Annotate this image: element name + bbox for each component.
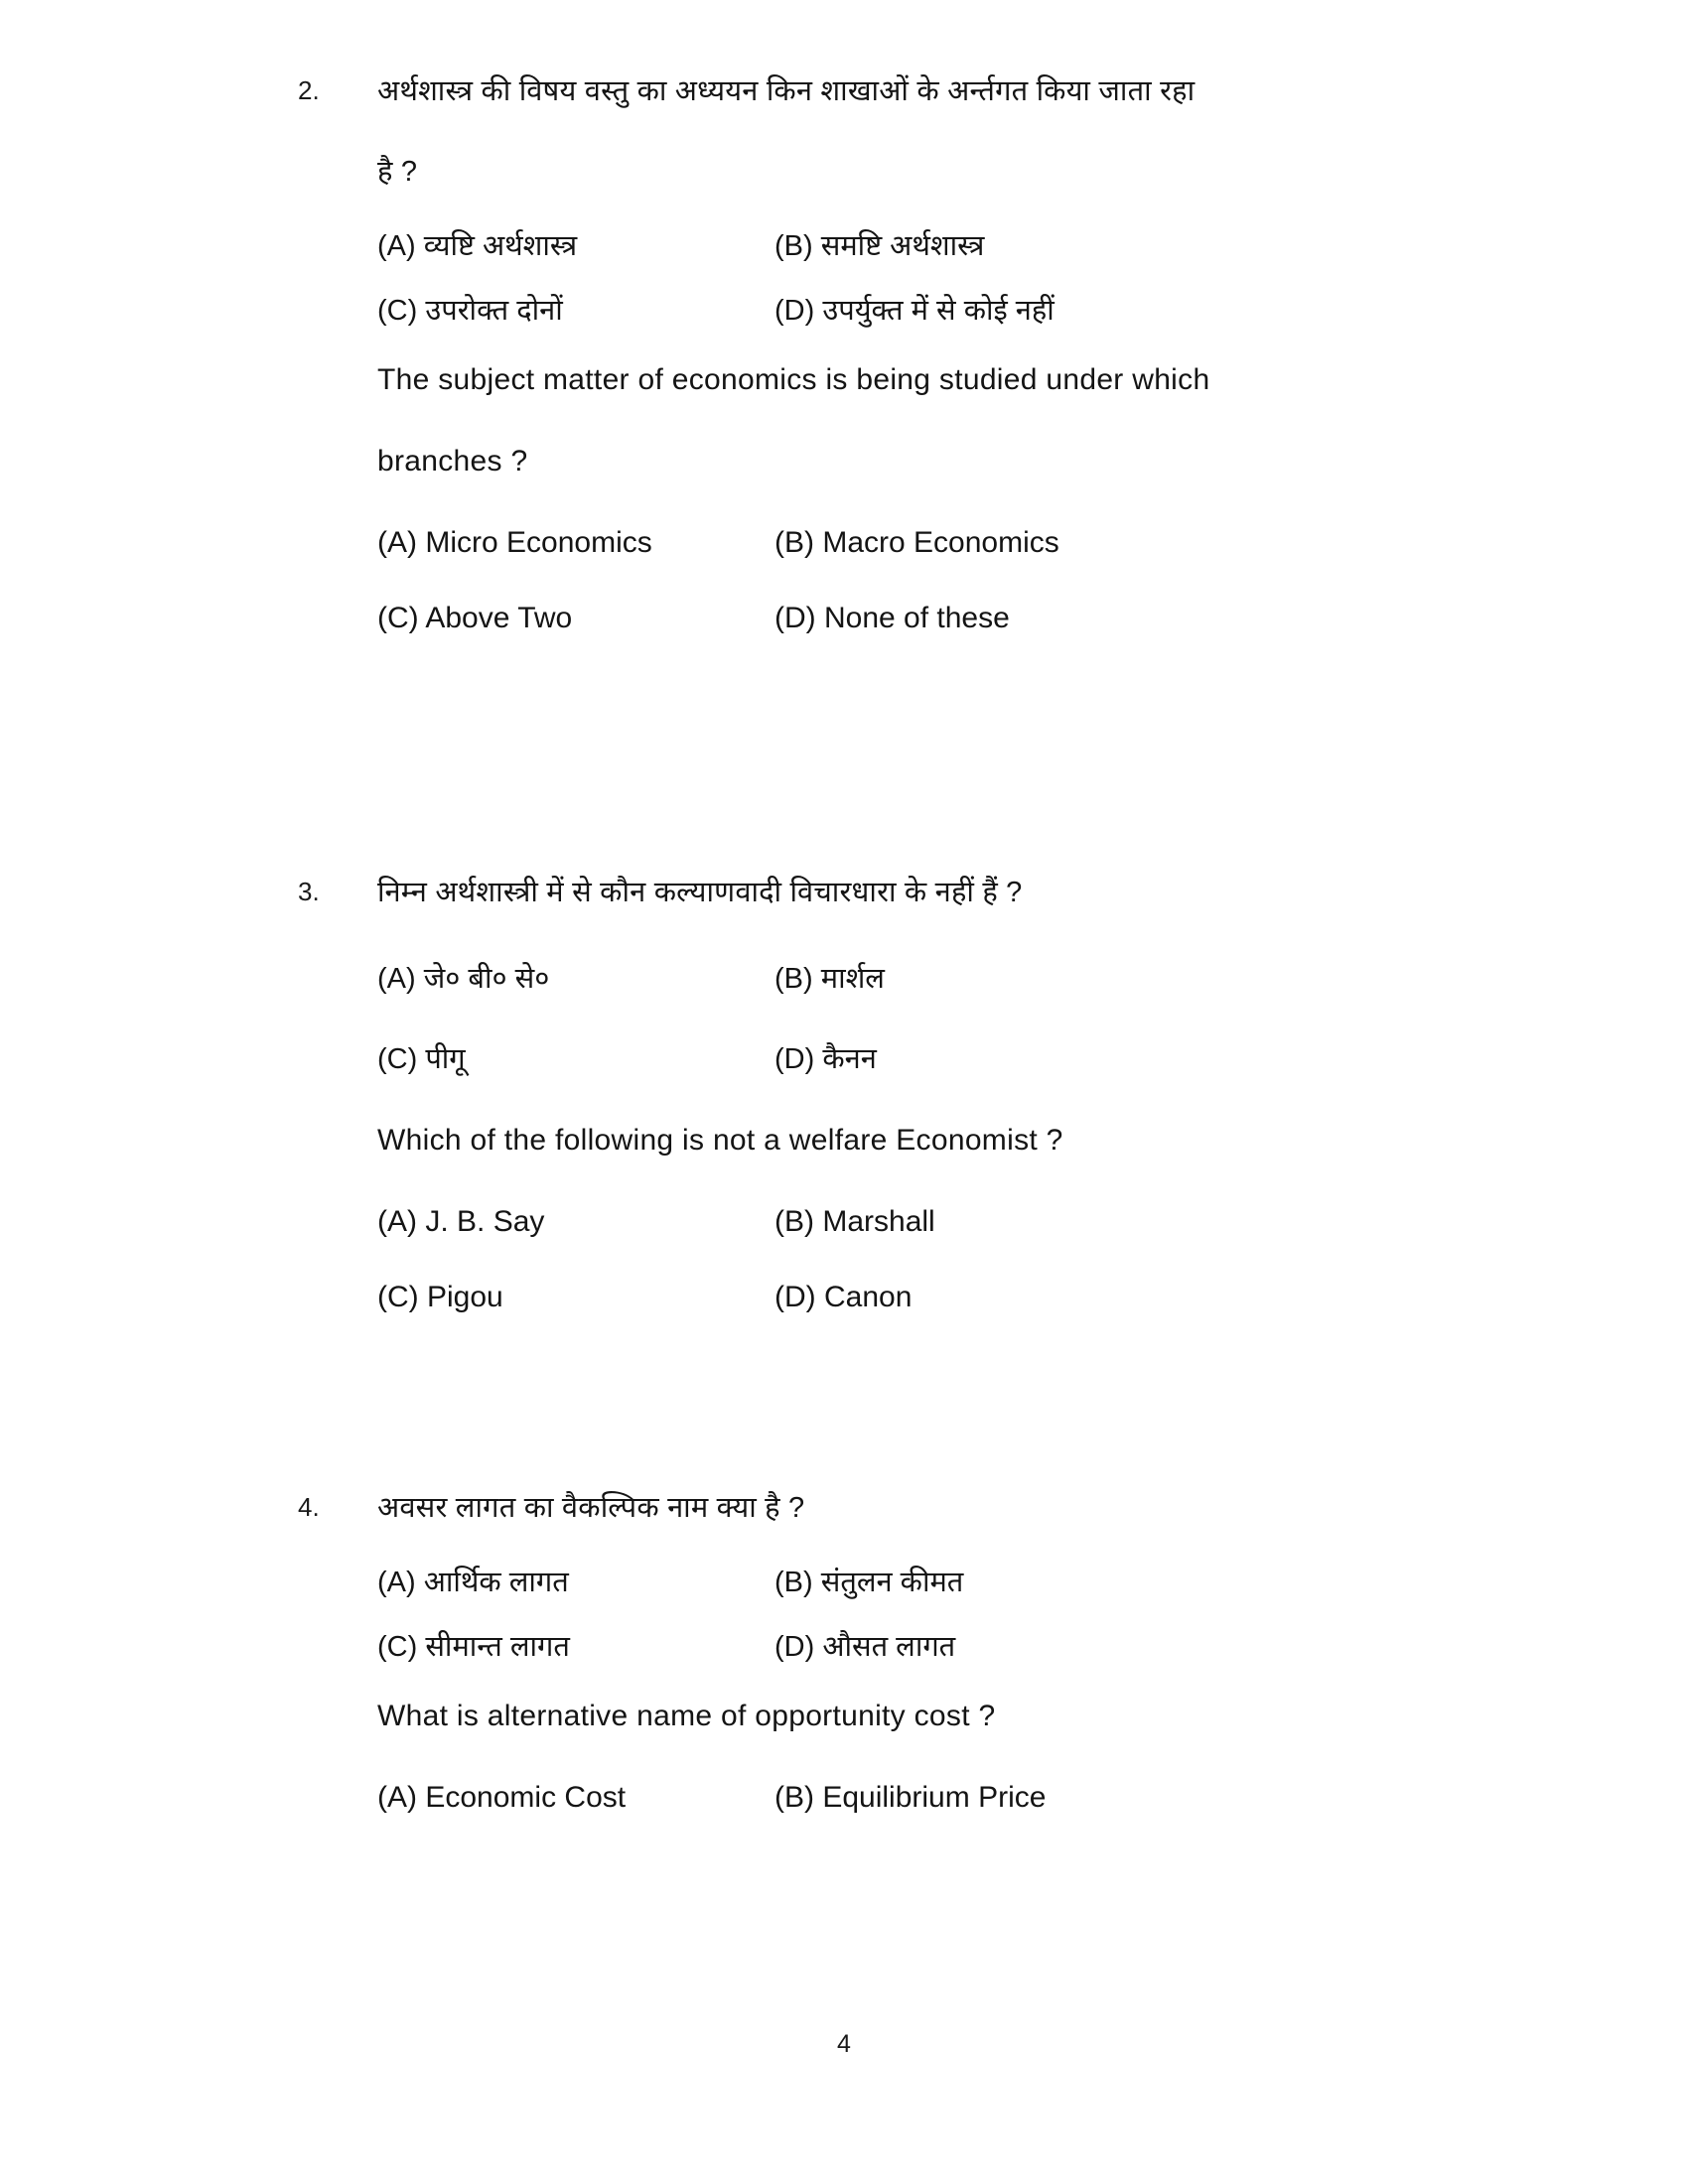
- spacer: [377, 1597, 1479, 1633]
- option-a-text: व्यष्टि अर्थशास्त्र: [423, 230, 578, 262]
- question-2-stem-row: [0, 77, 1688, 633]
- question-block-3: [0, 879, 1688, 1312]
- option-b-english[interactable]: [774, 1783, 1479, 1813]
- option-d-text: औसत लागत: [822, 1631, 956, 1663]
- option-d-label: (D): [774, 1043, 815, 1075]
- option-b-text: समष्टि अर्थशास्त्र: [820, 230, 985, 262]
- option-d-label: (D): [774, 1631, 815, 1663]
- spacer: [377, 1662, 1479, 1702]
- question-4-options-hindi-row2: [377, 1633, 1479, 1662]
- spacer: [377, 1523, 1479, 1569]
- question-3-options-english-row1: [377, 1207, 1479, 1237]
- spacer: [377, 1156, 1479, 1207]
- spacer: [377, 907, 1479, 965]
- option-c-hindi[interactable]: [377, 297, 774, 326]
- question-3-number: 3.: [298, 877, 320, 906]
- option-c-label: (C): [377, 1043, 418, 1075]
- option-d-label: (D): [774, 295, 815, 327]
- spacer: [377, 994, 1479, 1045]
- spacer: [377, 558, 1479, 604]
- option-d-label: (D): [774, 1281, 816, 1313]
- option-a-english[interactable]: [377, 1207, 774, 1237]
- option-a-label: (A): [377, 230, 416, 262]
- option-a-text: Micro Economics: [425, 526, 652, 559]
- option-a-text: आर्थिक लागत: [423, 1567, 569, 1598]
- option-c-label: (C): [377, 1631, 418, 1663]
- option-b-label: (B): [774, 1205, 814, 1238]
- option-b-text: संतुलन कीमत: [820, 1567, 964, 1598]
- option-d-english[interactable]: [774, 1283, 1479, 1312]
- question-4-body: [377, 1494, 1688, 1813]
- option-b-english[interactable]: [774, 528, 1479, 558]
- question-2-options-english-row2: [377, 604, 1479, 633]
- spacer: [377, 106, 1479, 158]
- question-4-stem-english: What is alternative name of opportunity cost ?: [377, 1700, 996, 1732]
- option-d-hindi[interactable]: [774, 1633, 1479, 1662]
- question-3-stem-english: Which of the following is not a welfare Economist ?: [377, 1124, 1063, 1157]
- spacer: [377, 1237, 1479, 1283]
- option-a-label: (A): [377, 1567, 416, 1598]
- question-3-options-english-row2: [377, 1283, 1479, 1312]
- option-a-label: (A): [377, 526, 417, 559]
- spacer: [377, 261, 1479, 297]
- option-b-english[interactable]: [774, 1207, 1479, 1237]
- option-a-hindi[interactable]: [377, 1569, 774, 1597]
- option-b-label: (B): [774, 1781, 814, 1814]
- option-b-text: Macro Economics: [822, 526, 1059, 559]
- option-c-label: (C): [377, 1281, 419, 1313]
- option-b-hindi[interactable]: [774, 965, 1479, 994]
- question-2-stem-hindi-line1: अर्थशास्त्र की विषय वस्तु का अध्ययन किन शाखाओं के अर्न्तगत किया जाता रहा: [377, 75, 1196, 107]
- question-2-number: 2.: [298, 75, 320, 105]
- option-b-label: (B): [774, 963, 813, 995]
- question-4-options-english-row1: [377, 1783, 1479, 1813]
- question-2-stem-english-line2: branches ?: [377, 445, 528, 478]
- question-2-options-hindi-row1: [377, 232, 1479, 261]
- spacer: [377, 477, 1479, 528]
- question-2-body: [377, 77, 1688, 633]
- option-c-text: Above Two: [425, 602, 573, 634]
- option-a-label: (A): [377, 1205, 417, 1238]
- option-a-text: जे० बी० से०: [423, 963, 550, 995]
- question-2-stem-english-line1: The subject matter of economics is being studied under which: [377, 363, 1210, 396]
- option-a-english[interactable]: [377, 528, 774, 558]
- page-number: 4: [837, 2030, 851, 2058]
- question-3-options-hindi-row1: [377, 965, 1479, 994]
- option-d-text: Canon: [824, 1281, 913, 1313]
- option-c-text: उपरोक्त दोनों: [425, 295, 563, 327]
- option-d-text: None of these: [824, 602, 1010, 634]
- option-c-text: Pigou: [427, 1281, 503, 1313]
- question-block-4: [0, 1494, 1688, 1813]
- option-a-label: (A): [377, 1781, 417, 1814]
- question-3-stem-hindi: निम्न अर्थशास्त्री में से कौन कल्याणवादी विचारधारा के नहीं हैं ?: [377, 877, 1023, 908]
- option-d-english[interactable]: [774, 604, 1479, 633]
- option-a-label: (A): [377, 963, 416, 995]
- spacer: [377, 187, 1479, 232]
- question-2-stem-hindi-line2: है ?: [377, 156, 418, 188]
- option-d-label: (D): [774, 602, 816, 634]
- option-b-label: (B): [774, 526, 814, 559]
- option-d-hindi[interactable]: [774, 297, 1479, 326]
- option-c-hindi[interactable]: [377, 1045, 774, 1074]
- question-3-body: [377, 879, 1688, 1312]
- option-d-hindi[interactable]: [774, 1045, 1479, 1074]
- option-b-hindi[interactable]: [774, 232, 1479, 261]
- option-c-label: (C): [377, 602, 419, 634]
- question-3-options-hindi-row2: [377, 1045, 1479, 1074]
- option-d-text: कैनन: [822, 1043, 877, 1075]
- option-b-text: मार्शल: [820, 963, 885, 995]
- spacer: [377, 326, 1479, 365]
- option-c-english[interactable]: [377, 1283, 774, 1312]
- option-a-text: J. B. Say: [425, 1205, 545, 1238]
- question-2-options-hindi-row2: [377, 297, 1479, 326]
- option-c-hindi[interactable]: [377, 1633, 774, 1662]
- option-b-label: (B): [774, 230, 813, 262]
- option-a-text: Economic Cost: [425, 1781, 627, 1814]
- question-block-2: [0, 77, 1688, 633]
- option-c-text: पीगू: [425, 1043, 466, 1075]
- option-a-english[interactable]: [377, 1783, 774, 1813]
- option-b-hindi[interactable]: [774, 1569, 1479, 1597]
- option-a-hindi[interactable]: [377, 965, 774, 994]
- option-b-text: Equilibrium Price: [822, 1781, 1047, 1814]
- option-a-hindi[interactable]: [377, 232, 774, 261]
- question-4-stem-row: [0, 1494, 1688, 1813]
- spacer: [377, 395, 1479, 447]
- question-2-options-english-row1: [377, 528, 1479, 558]
- question-4-options-hindi-row1: [377, 1569, 1479, 1597]
- spacer: [377, 1731, 1479, 1783]
- option-b-label: (B): [774, 1567, 813, 1598]
- spacer: [377, 1074, 1479, 1126]
- option-c-english[interactable]: [377, 604, 774, 633]
- option-d-text: उपर्युक्त में से कोई नहीं: [822, 295, 1055, 327]
- question-3-stem-row: [0, 879, 1688, 1312]
- question-4-number: 4.: [298, 1492, 320, 1522]
- option-b-text: Marshall: [822, 1205, 935, 1238]
- option-c-label: (C): [377, 295, 418, 327]
- question-4-stem-hindi: अवसर लागत का वैकल्पिक नाम क्या है ?: [377, 1492, 805, 1524]
- option-c-text: सीमान्त लागत: [425, 1631, 570, 1663]
